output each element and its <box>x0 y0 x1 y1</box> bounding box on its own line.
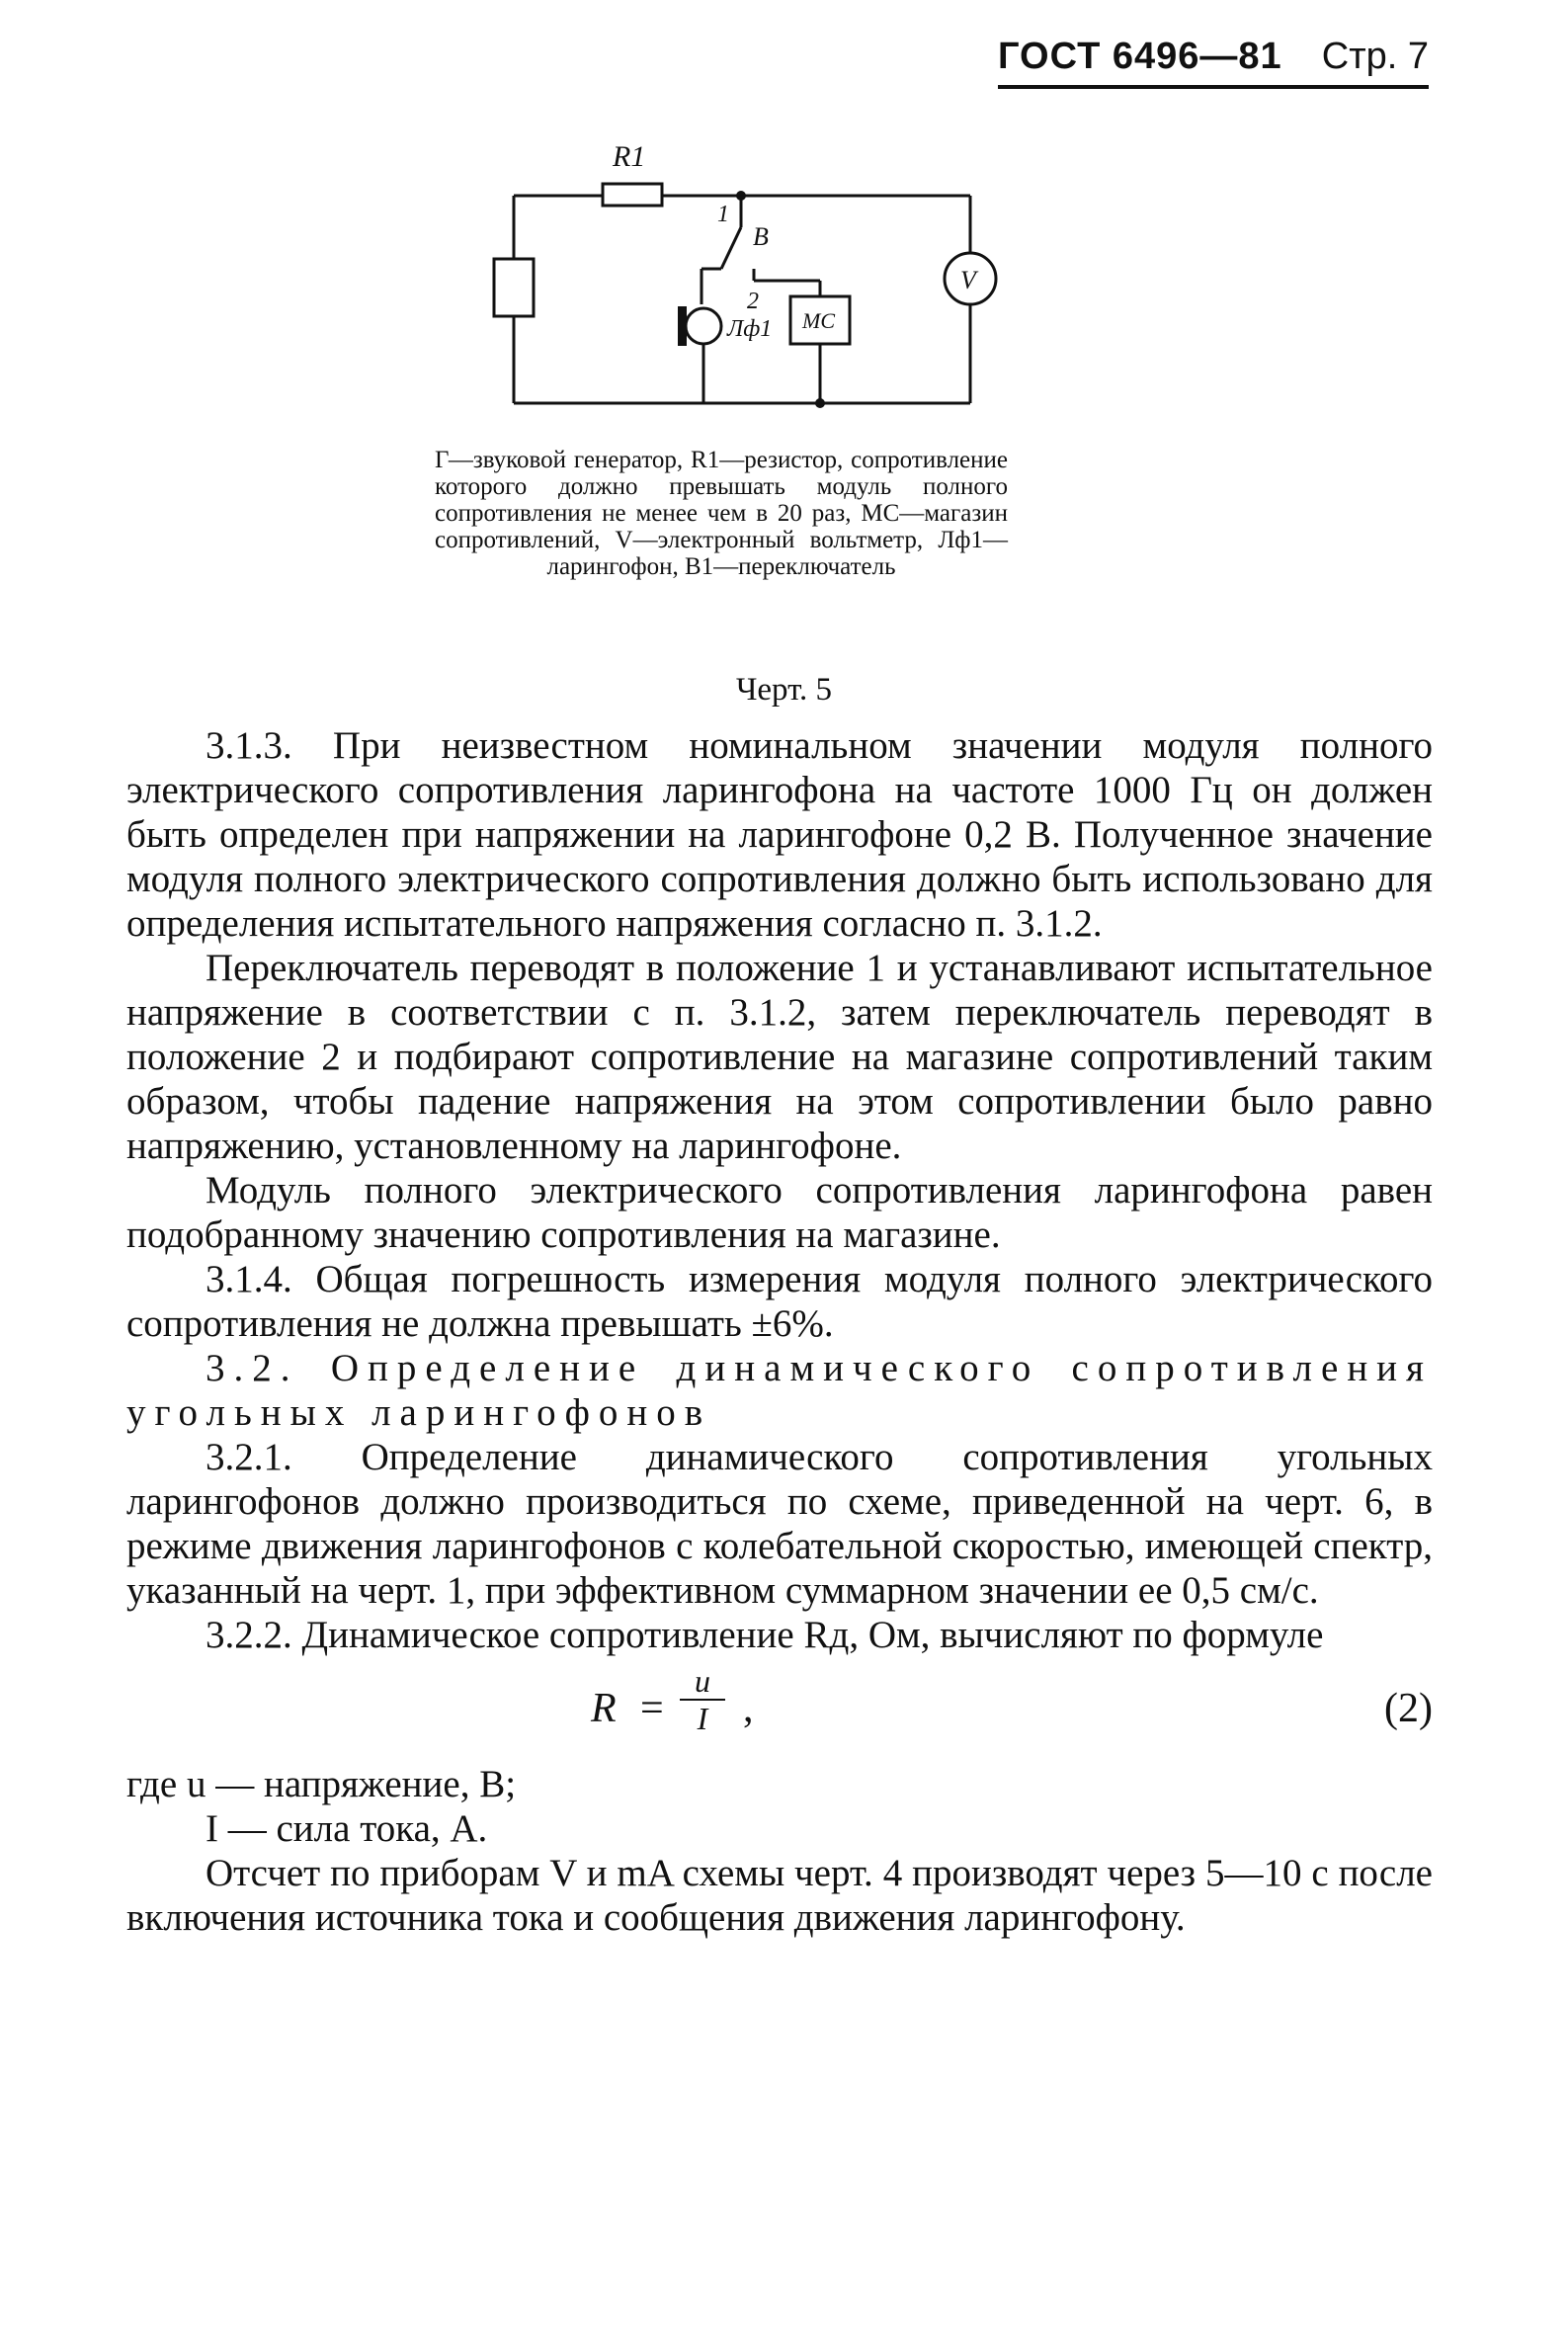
figure-caption: Г—звуковой генератор, R1—резистор, сопротивление которого должно превышать модуль полного сопротивления не менее чем в 20 раз, МС—магазин сопротивлений, V—электронный вольтметр, Лф1—ларингофон, В1—переключатель <box>435 447 1008 580</box>
formula-equals: = <box>640 1686 664 1731</box>
figure-number: Черт. 5 <box>735 672 833 708</box>
mc-label: МС <box>802 308 835 333</box>
formula-numerator: u <box>680 1663 725 1701</box>
laryngophone-label: Лф1 <box>727 316 773 342</box>
formula-2 <box>126 1661 1433 1758</box>
switch-pos-2-label: 2 <box>747 289 759 314</box>
paragraph-3-2-1: 3.2.1. Определение динамического сопротивления угольных ларингофонов должно производиться по схеме, приведенной на черт. 6, в режиме движения ларингофонов с колебательной скоростью, имеющей спектр, указанный на черт. 1, при эффективном суммарном значении ее 0,5 см/с. <box>126 1436 1433 1612</box>
laryngophone-plate <box>678 306 687 346</box>
switch-pos-1-label: 1 <box>717 202 729 227</box>
resistor-r1 <box>603 184 662 206</box>
formula-lhs: R <box>591 1686 617 1731</box>
page-header <box>998 36 1429 95</box>
circuit-svg <box>474 138 1028 435</box>
section-heading-3-2: 3.2. Определение динамического сопротивления угольных ларингофонов <box>126 1347 1433 1434</box>
voltmeter-label: V <box>960 266 976 294</box>
body-text <box>126 723 1433 1940</box>
junction-top <box>736 191 746 201</box>
junction-bottom <box>815 398 825 408</box>
r1-label: R1 <box>613 140 646 173</box>
paragraph-3-2-2: 3.2.2. Динамическое сопротивление Rд, Ом, вычисляют по формуле <box>206 1614 1324 1656</box>
laryngophone-circle <box>686 308 721 344</box>
paragraph-switch-procedure: Переключатель переводят в положение 1 и устанавливают испытательное напряжение в соответствии с п. 3.1.2, затем переключатель переводят в положение 2 и подбирают сопротивление на магазине сопротивлений таким образом, чтобы падение напряжения на этом сопротивлении было равно напряжению, установленному на ларингофоне. <box>126 947 1433 1167</box>
formula-denominator: I <box>697 1701 708 1736</box>
where-i: I — сила тока, А. <box>206 1807 488 1850</box>
paragraph-3-1-4: 3.1.4. Общая погрешность измерения модуля полного электрического сопротивления не должна превышать ±6%. <box>126 1258 1433 1345</box>
circuit-diagram <box>474 138 1028 435</box>
formula-number: (2) <box>1384 1686 1433 1731</box>
paragraph-module-equals: Модуль полного электрического сопротивления ларингофона равен подобранному значению сопротивления на магазине. <box>126 1169 1433 1256</box>
header-rule <box>998 85 1429 89</box>
page-number: Стр. 7 <box>1321 36 1429 77</box>
where-u: где u — напряжение, В; <box>126 1763 517 1805</box>
paragraph-readout: Отсчет по приборам V и mA схемы черт. 4 производят через 5—10 с после включения источника тока и сообщения движения ларингофону. <box>126 1852 1433 1939</box>
standard-number: ГОСТ 6496—81 <box>998 36 1282 77</box>
formula-fraction <box>680 1663 725 1736</box>
switch-blade <box>721 227 741 269</box>
paragraph-3-1-3: 3.1.3. При неизвестном номинальном значении модуля полного электрического сопротивления ларингофона на частоте 1000 Гц он должен быть определен при напряжении на ларингофоне 0,2 В. Полученное значение модуля полного электрического сопротивления должно быть использовано для определения испытательного напряжения согласно п. 3.1.2. <box>126 724 1433 945</box>
formula-comma: , <box>743 1686 754 1731</box>
switch-label: B <box>753 222 769 251</box>
generator <box>494 259 534 316</box>
